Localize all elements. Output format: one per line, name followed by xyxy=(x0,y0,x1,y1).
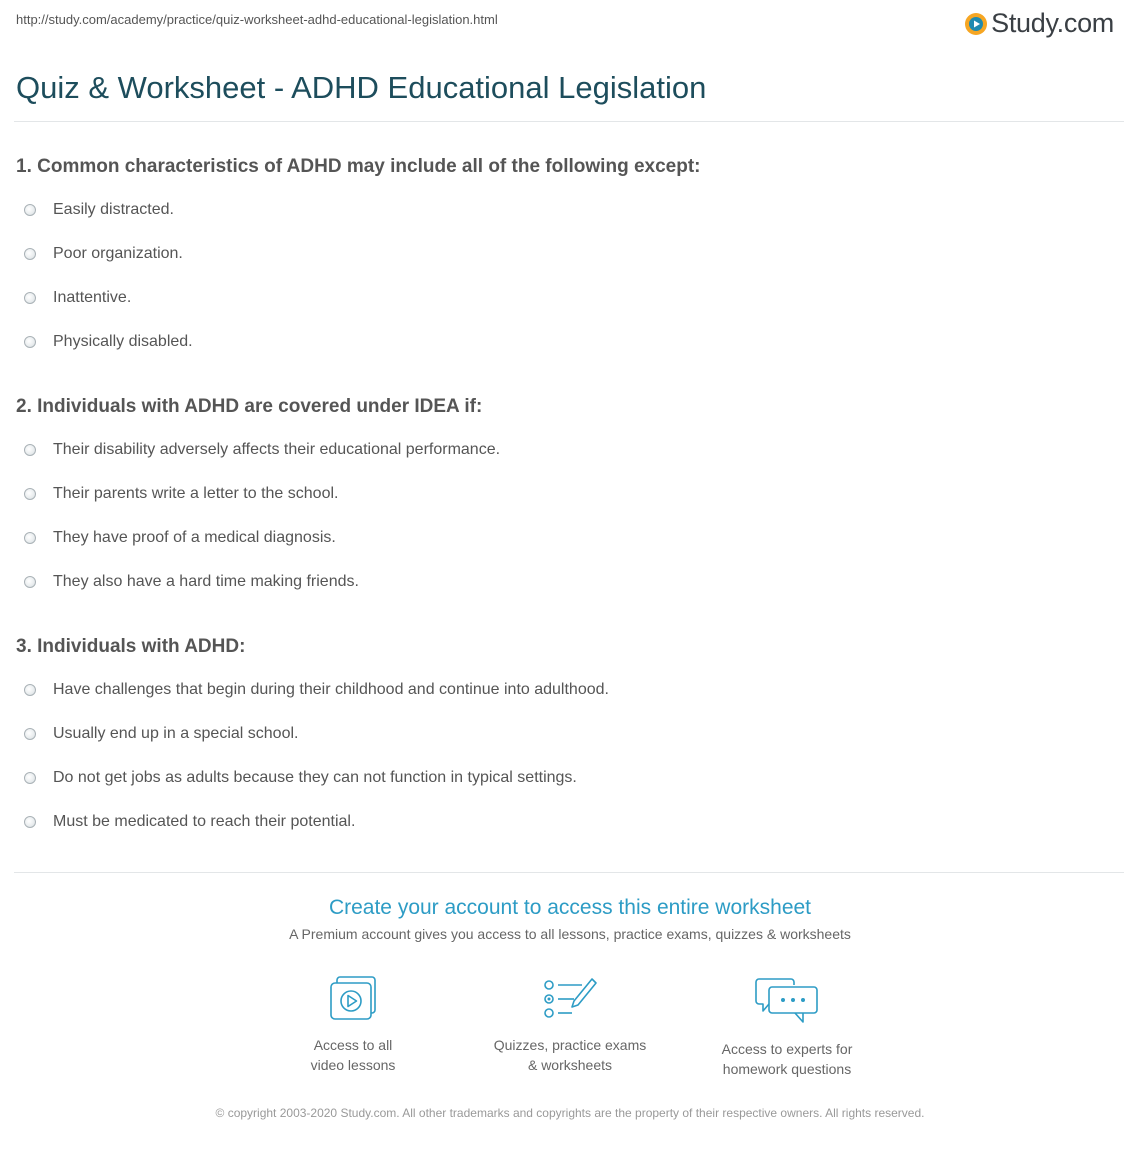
radio-button[interactable] xyxy=(24,532,36,544)
answer-option[interactable] xyxy=(24,712,1116,756)
answer-label: Usually end up in a special school. xyxy=(53,725,299,742)
premium-features xyxy=(0,975,1140,1079)
answer-label: Easily distracted. xyxy=(53,201,174,218)
answer-label: Their parents write a letter to the school. xyxy=(53,485,339,502)
answer-label: Must be medicated to reach their potential. xyxy=(53,813,356,830)
question-text: 3. Individuals with ADHD: xyxy=(16,636,246,657)
radio-button[interactable] xyxy=(24,488,36,500)
copyright: © copyright 2003-2020 Study.com. All other trademarks and copyrights are the property of their respective owners. All rights reserved. xyxy=(215,1106,925,1120)
divider xyxy=(14,872,1124,873)
answer-options xyxy=(16,188,1116,364)
feature-experts xyxy=(679,975,896,1079)
answer-label: Do not get jobs as adults because they can not function in typical settings. xyxy=(53,769,577,786)
answer-label: Inattentive. xyxy=(53,289,132,306)
answer-option[interactable] xyxy=(24,276,1116,320)
top-bar xyxy=(16,10,1124,40)
answer-option[interactable] xyxy=(24,516,1116,560)
answer-option[interactable] xyxy=(24,188,1116,232)
answer-option[interactable] xyxy=(24,428,1116,472)
logo-text: Study.com xyxy=(991,8,1114,38)
answer-option[interactable] xyxy=(24,800,1116,844)
play-circle-icon xyxy=(964,12,988,36)
radio-button[interactable] xyxy=(24,816,36,828)
answer-option[interactable] xyxy=(24,668,1116,712)
page-title: Quiz & Worksheet - ADHD Educational Legislation xyxy=(16,70,707,105)
quiz-checklist-icon xyxy=(542,975,598,1023)
question-3 xyxy=(16,637,1116,844)
answer-options xyxy=(16,428,1116,604)
premium-description: A Premium account gives you access to all lessons, practice exams, quizzes & worksheets xyxy=(289,926,851,942)
radio-button[interactable] xyxy=(24,684,36,696)
chat-bubbles-icon xyxy=(755,975,819,1027)
feature-label: Access to all video lessons xyxy=(310,1037,396,1073)
radio-button[interactable] xyxy=(24,292,36,304)
answer-label: They have proof of a medical diagnosis. xyxy=(53,529,336,546)
answer-option[interactable] xyxy=(24,320,1116,364)
question-text: 2. Individuals with ADHD are covered under IDEA if: xyxy=(16,396,483,417)
answer-label: They also have a hard time making friends. xyxy=(53,573,359,590)
radio-button[interactable] xyxy=(24,336,36,348)
question-1 xyxy=(16,157,1116,364)
question-text: 1. Common characteristics of ADHD may include all of the following except: xyxy=(16,156,701,177)
radio-button[interactable] xyxy=(24,728,36,740)
video-lessons-icon xyxy=(327,975,379,1023)
radio-button[interactable] xyxy=(24,204,36,216)
divider xyxy=(14,121,1124,122)
answer-option[interactable] xyxy=(24,560,1116,604)
answer-option[interactable] xyxy=(24,756,1116,800)
answer-label: Have challenges that begin during their childhood and continue into adulthood. xyxy=(53,681,609,698)
radio-button[interactable] xyxy=(24,444,36,456)
radio-button[interactable] xyxy=(24,576,36,588)
study-logo[interactable] xyxy=(964,10,1114,37)
answer-label: Poor organization. xyxy=(53,245,183,262)
feature-label: Quizzes, practice exams & worksheets xyxy=(493,1037,647,1073)
feature-quizzes xyxy=(462,975,679,1079)
question-2 xyxy=(16,397,1116,604)
answer-label: Physically disabled. xyxy=(53,333,193,350)
create-account-link[interactable]: Create your account to access this entire worksheet xyxy=(328,896,812,919)
radio-button[interactable] xyxy=(24,772,36,784)
answer-option[interactable] xyxy=(24,472,1116,516)
page-url: http://study.com/academy/practice/quiz-worksheet-adhd-educational-legislation.html xyxy=(16,12,498,27)
answer-option[interactable] xyxy=(24,232,1116,276)
answer-options xyxy=(16,668,1116,844)
feature-label: Access to experts for homework questions xyxy=(721,1041,853,1077)
answer-label: Their disability adversely affects their educational performance. xyxy=(53,441,501,458)
feature-video-lessons xyxy=(245,975,462,1079)
radio-button[interactable] xyxy=(24,248,36,260)
